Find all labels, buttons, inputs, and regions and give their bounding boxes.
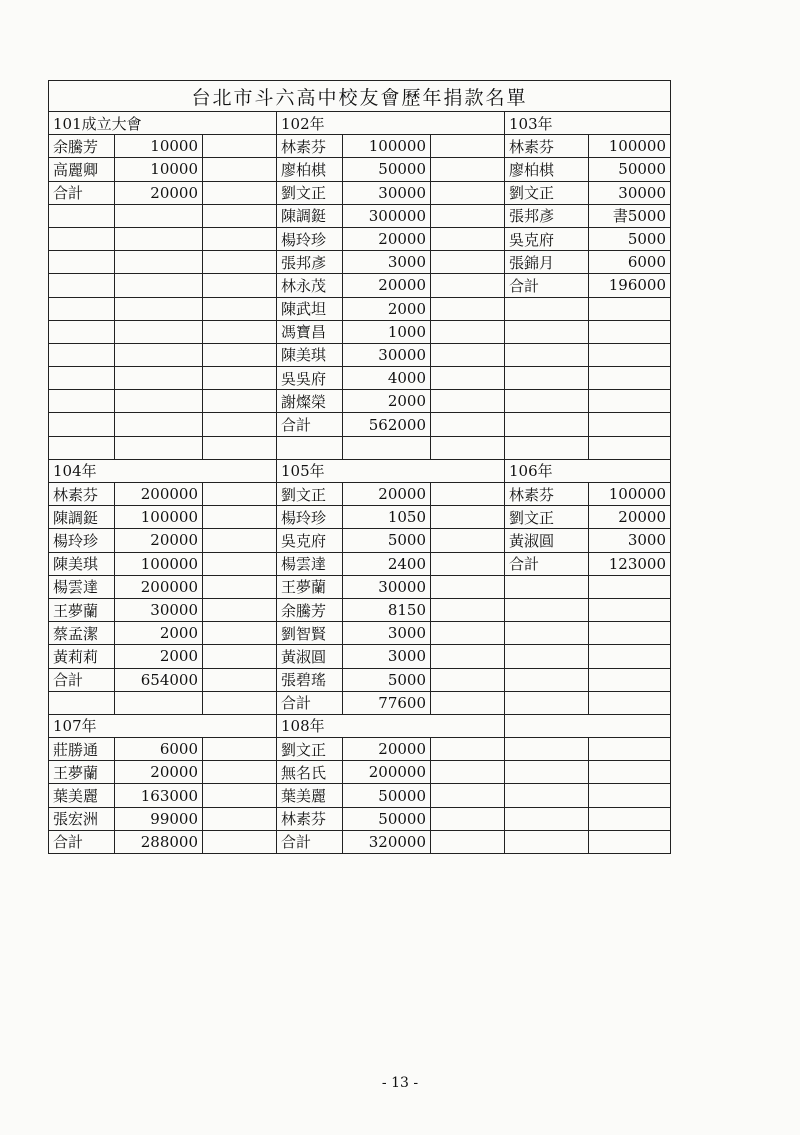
amount-cell: 20000	[343, 274, 431, 297]
year-header: 106年	[505, 459, 671, 482]
amount-cell: 20000	[343, 738, 431, 761]
spacer-cell	[431, 297, 505, 320]
amount-cell: 100000	[343, 135, 431, 158]
name-cell: 莊勝通	[49, 738, 115, 761]
spacer-cell	[203, 761, 277, 784]
name-cell: 陳美琪	[277, 343, 343, 366]
amount-cell	[115, 367, 203, 390]
name-cell	[505, 784, 589, 807]
name-cell: 劉文正	[277, 483, 343, 506]
spacer-cell	[203, 738, 277, 761]
name-cell: 楊玲珍	[277, 227, 343, 250]
name-cell: 林素芬	[277, 135, 343, 158]
name-cell	[49, 251, 115, 274]
spacer-cell	[431, 343, 505, 366]
spacer-cell	[431, 668, 505, 691]
table-row	[49, 784, 671, 807]
table-row	[49, 761, 671, 784]
amount-cell	[589, 784, 671, 807]
amount-cell: 30000	[115, 598, 203, 621]
amount-cell	[589, 645, 671, 668]
spacer-cell	[431, 436, 505, 459]
amount-cell: 5000	[589, 227, 671, 250]
spacer-cell	[203, 784, 277, 807]
table-row	[49, 343, 671, 366]
name-cell	[505, 367, 589, 390]
spacer-cell	[431, 367, 505, 390]
name-cell: 合計	[277, 830, 343, 853]
spacer-cell	[203, 181, 277, 204]
spacer-cell	[203, 297, 277, 320]
name-cell	[49, 274, 115, 297]
spacer-cell	[431, 738, 505, 761]
spacer-cell	[203, 506, 277, 529]
spacer-cell	[203, 158, 277, 181]
name-cell: 楊玲珍	[277, 506, 343, 529]
amount-cell: 200000	[115, 575, 203, 598]
amount-cell	[115, 251, 203, 274]
name-cell	[49, 691, 115, 714]
amount-cell: 50000	[589, 158, 671, 181]
name-cell: 劉文正	[505, 181, 589, 204]
spacer-cell	[203, 552, 277, 575]
amount-cell: 100000	[589, 483, 671, 506]
year-header: 102年	[277, 112, 505, 135]
table-row	[49, 251, 671, 274]
name-cell: 劉文正	[277, 738, 343, 761]
amount-cell: 30000	[343, 181, 431, 204]
name-cell	[505, 761, 589, 784]
amount-cell: 2000	[115, 645, 203, 668]
table-row	[49, 181, 671, 204]
amount-cell: 300000	[343, 204, 431, 227]
title-row	[49, 81, 671, 112]
amount-cell: 77600	[343, 691, 431, 714]
amount-cell: 20000	[115, 529, 203, 552]
amount-cell: 6000	[589, 251, 671, 274]
amount-cell: 654000	[115, 668, 203, 691]
table-row	[49, 413, 671, 436]
amount-cell: 288000	[115, 830, 203, 853]
amount-cell: 99000	[115, 807, 203, 830]
amount-cell	[589, 436, 671, 459]
spacer-cell	[203, 251, 277, 274]
table-row	[49, 320, 671, 343]
spacer-cell	[431, 320, 505, 343]
spacer-cell	[431, 529, 505, 552]
name-cell	[49, 204, 115, 227]
table-row	[49, 112, 671, 135]
amount-cell	[115, 274, 203, 297]
name-cell: 葉美麗	[49, 784, 115, 807]
spacer-cell	[431, 251, 505, 274]
spacer-cell	[431, 622, 505, 645]
name-cell: 余騰芳	[49, 135, 115, 158]
amount-cell	[115, 691, 203, 714]
spacer-cell	[431, 691, 505, 714]
name-cell: 林素芬	[505, 483, 589, 506]
name-cell: 張碧瑤	[277, 668, 343, 691]
spacer-cell	[203, 691, 277, 714]
name-cell	[505, 436, 589, 459]
name-cell: 合計	[49, 830, 115, 853]
amount-cell: 30000	[343, 343, 431, 366]
name-cell	[49, 436, 115, 459]
name-cell	[49, 320, 115, 343]
spacer-cell	[203, 622, 277, 645]
table-row	[49, 297, 671, 320]
name-cell: 王夢蘭	[277, 575, 343, 598]
spacer-cell	[431, 830, 505, 853]
spacer-cell	[431, 761, 505, 784]
amount-cell	[589, 297, 671, 320]
amount-cell: 2000	[115, 622, 203, 645]
name-cell: 林素芬	[505, 135, 589, 158]
amount-cell	[589, 598, 671, 621]
name-cell: 吳克府	[505, 227, 589, 250]
table-row	[49, 459, 671, 482]
table-row	[49, 227, 671, 250]
name-cell	[505, 343, 589, 366]
name-cell: 馮寶昌	[277, 320, 343, 343]
table-row	[49, 738, 671, 761]
name-cell	[505, 738, 589, 761]
year-header: 107年	[49, 714, 277, 737]
amount-cell: 1050	[343, 506, 431, 529]
name-cell	[505, 390, 589, 413]
amount-cell: 20000	[343, 483, 431, 506]
name-cell: 蔡孟潔	[49, 622, 115, 645]
name-cell: 合計	[505, 274, 589, 297]
amount-cell: 50000	[343, 158, 431, 181]
amount-cell: 10000	[115, 135, 203, 158]
amount-cell: 50000	[343, 807, 431, 830]
amount-cell: 20000	[115, 181, 203, 204]
amount-cell: 6000	[115, 738, 203, 761]
amount-cell	[115, 436, 203, 459]
amount-cell: 2000	[343, 297, 431, 320]
amount-cell: 5000	[343, 529, 431, 552]
amount-cell: 100000	[115, 552, 203, 575]
name-cell: 王夢蘭	[49, 761, 115, 784]
amount-cell: 123000	[589, 552, 671, 575]
spacer-cell	[203, 645, 277, 668]
name-cell: 陳調鋌	[277, 204, 343, 227]
amount-cell	[343, 436, 431, 459]
amount-cell	[589, 738, 671, 761]
name-cell: 張邦彥	[277, 251, 343, 274]
name-cell: 合計	[277, 413, 343, 436]
amount-cell: 30000	[343, 575, 431, 598]
spacer-cell	[203, 436, 277, 459]
name-cell: 劉智賢	[277, 622, 343, 645]
name-cell	[505, 622, 589, 645]
amount-cell	[589, 807, 671, 830]
name-cell: 劉文正	[277, 181, 343, 204]
name-cell: 吳吳府	[277, 367, 343, 390]
spacer-cell	[431, 413, 505, 436]
amount-cell: 4000	[343, 367, 431, 390]
name-cell: 合計	[277, 691, 343, 714]
name-cell: 張錦月	[505, 251, 589, 274]
spacer-cell	[431, 158, 505, 181]
table-row	[49, 622, 671, 645]
spacer-cell	[203, 367, 277, 390]
spacer-cell	[431, 274, 505, 297]
table-row	[49, 529, 671, 552]
spacer-cell	[203, 135, 277, 158]
table-row	[49, 390, 671, 413]
name-cell: 葉美麗	[277, 784, 343, 807]
amount-cell: 3000	[343, 622, 431, 645]
amount-cell: 2000	[343, 390, 431, 413]
table-row	[49, 575, 671, 598]
table-row	[49, 714, 671, 737]
spacer-cell	[431, 598, 505, 621]
amount-cell	[589, 575, 671, 598]
amount-cell	[589, 622, 671, 645]
name-cell	[49, 413, 115, 436]
table-row	[49, 483, 671, 506]
name-cell: 合計	[49, 181, 115, 204]
table-row	[49, 668, 671, 691]
name-cell	[49, 390, 115, 413]
amount-cell: 50000	[343, 784, 431, 807]
donation-table	[48, 80, 671, 854]
spacer-cell	[431, 390, 505, 413]
name-cell: 張宏洲	[49, 807, 115, 830]
amount-cell	[589, 830, 671, 853]
spacer-cell	[203, 204, 277, 227]
name-cell: 余騰芳	[277, 598, 343, 621]
name-cell	[505, 691, 589, 714]
amount-cell: 10000	[115, 158, 203, 181]
spacer-cell	[203, 390, 277, 413]
amount-cell	[589, 668, 671, 691]
amount-cell: 196000	[589, 274, 671, 297]
name-cell: 王夢蘭	[49, 598, 115, 621]
amount-cell	[589, 691, 671, 714]
spacer-cell	[431, 135, 505, 158]
amount-cell: 20000	[589, 506, 671, 529]
name-cell: 黃淑圓	[277, 645, 343, 668]
spacer-cell	[203, 598, 277, 621]
spacer-cell	[203, 413, 277, 436]
name-cell: 林永茂	[277, 274, 343, 297]
spacer-cell	[203, 274, 277, 297]
name-cell: 楊雲達	[277, 552, 343, 575]
spacer-cell	[203, 483, 277, 506]
name-cell: 黃莉莉	[49, 645, 115, 668]
amount-cell	[115, 297, 203, 320]
name-cell	[49, 343, 115, 366]
table-row	[49, 830, 671, 853]
amount-cell: 30000	[589, 181, 671, 204]
spacer-cell	[431, 784, 505, 807]
table-row	[49, 691, 671, 714]
amount-cell	[589, 390, 671, 413]
name-cell: 楊雲達	[49, 575, 115, 598]
spacer-cell	[203, 320, 277, 343]
spacer-cell	[431, 807, 505, 830]
spacer-cell	[203, 343, 277, 366]
name-cell	[49, 367, 115, 390]
amount-cell: 100000	[589, 135, 671, 158]
table-row	[49, 598, 671, 621]
name-cell	[277, 436, 343, 459]
table-row	[49, 436, 671, 459]
amount-cell	[589, 343, 671, 366]
table-row	[49, 204, 671, 227]
table-row	[49, 135, 671, 158]
spacer-cell	[431, 575, 505, 598]
name-cell: 陳美琪	[49, 552, 115, 575]
table-row	[49, 274, 671, 297]
spacer-cell	[431, 506, 505, 529]
spacer-cell	[431, 552, 505, 575]
table-row	[49, 158, 671, 181]
spacer-cell	[203, 807, 277, 830]
name-cell	[505, 320, 589, 343]
name-cell	[505, 598, 589, 621]
amount-cell	[115, 320, 203, 343]
name-cell	[505, 668, 589, 691]
name-cell: 高麗卿	[49, 158, 115, 181]
name-cell: 楊玲珍	[49, 529, 115, 552]
spacer-cell	[431, 645, 505, 668]
amount-cell: 8150	[343, 598, 431, 621]
amount-cell	[589, 761, 671, 784]
page-title: 台北市斗六高中校友會歷年捐款名單	[49, 81, 671, 112]
spacer-cell	[203, 575, 277, 598]
name-cell: 劉文正	[505, 506, 589, 529]
name-cell: 陳武坦	[277, 297, 343, 320]
amount-cell	[115, 204, 203, 227]
amount-cell	[589, 320, 671, 343]
table-row	[49, 552, 671, 575]
name-cell: 吳克府	[277, 529, 343, 552]
name-cell	[505, 297, 589, 320]
amount-cell	[115, 413, 203, 436]
name-cell	[505, 830, 589, 853]
year-header: 108年	[277, 714, 505, 737]
name-cell: 謝燦榮	[277, 390, 343, 413]
name-cell: 合計	[49, 668, 115, 691]
name-cell	[49, 227, 115, 250]
year-header: 105年	[277, 459, 505, 482]
amount-cell: 200000	[115, 483, 203, 506]
amount-cell: 5000	[343, 668, 431, 691]
page-number: - 13 -	[381, 1075, 419, 1091]
name-cell: 廖柏棋	[277, 158, 343, 181]
amount-cell: 100000	[115, 506, 203, 529]
year-header: 104年	[49, 459, 277, 482]
name-cell: 廖柏棋	[505, 158, 589, 181]
spacer-cell	[203, 227, 277, 250]
amount-cell: 1000	[343, 320, 431, 343]
year-header: 103年	[505, 112, 671, 135]
name-cell	[505, 645, 589, 668]
amount-cell	[115, 390, 203, 413]
table-row	[49, 367, 671, 390]
name-cell	[49, 297, 115, 320]
amount-cell: 200000	[343, 761, 431, 784]
year-header	[505, 714, 671, 737]
name-cell: 陳調鋌	[49, 506, 115, 529]
amount-cell	[115, 343, 203, 366]
year-header: 101成立大會	[49, 112, 277, 135]
amount-cell: 320000	[343, 830, 431, 853]
amount-cell: 3000	[343, 645, 431, 668]
spacer-cell	[203, 830, 277, 853]
amount-cell: 562000	[343, 413, 431, 436]
table-row	[49, 506, 671, 529]
name-cell: 張邦彥	[505, 204, 589, 227]
amount-cell: 20000	[343, 227, 431, 250]
amount-cell: 163000	[115, 784, 203, 807]
spacer-cell	[203, 668, 277, 691]
name-cell: 林素芬	[49, 483, 115, 506]
table-row	[49, 645, 671, 668]
spacer-cell	[431, 181, 505, 204]
name-cell: 黃淑圓	[505, 529, 589, 552]
spacer-cell	[431, 483, 505, 506]
amount-cell: 3000	[343, 251, 431, 274]
amount-cell: 2400	[343, 552, 431, 575]
name-cell: 合計	[505, 552, 589, 575]
amount-cell: 20000	[115, 761, 203, 784]
amount-cell: 書5000	[589, 204, 671, 227]
spacer-cell	[431, 204, 505, 227]
name-cell	[505, 807, 589, 830]
spacer-cell	[431, 227, 505, 250]
spacer-cell	[203, 529, 277, 552]
amount-cell	[589, 367, 671, 390]
amount-cell: 3000	[589, 529, 671, 552]
name-cell: 無名氏	[277, 761, 343, 784]
amount-cell	[589, 413, 671, 436]
name-cell	[505, 413, 589, 436]
amount-cell	[115, 227, 203, 250]
name-cell	[505, 575, 589, 598]
name-cell: 林素芬	[277, 807, 343, 830]
table-row	[49, 807, 671, 830]
